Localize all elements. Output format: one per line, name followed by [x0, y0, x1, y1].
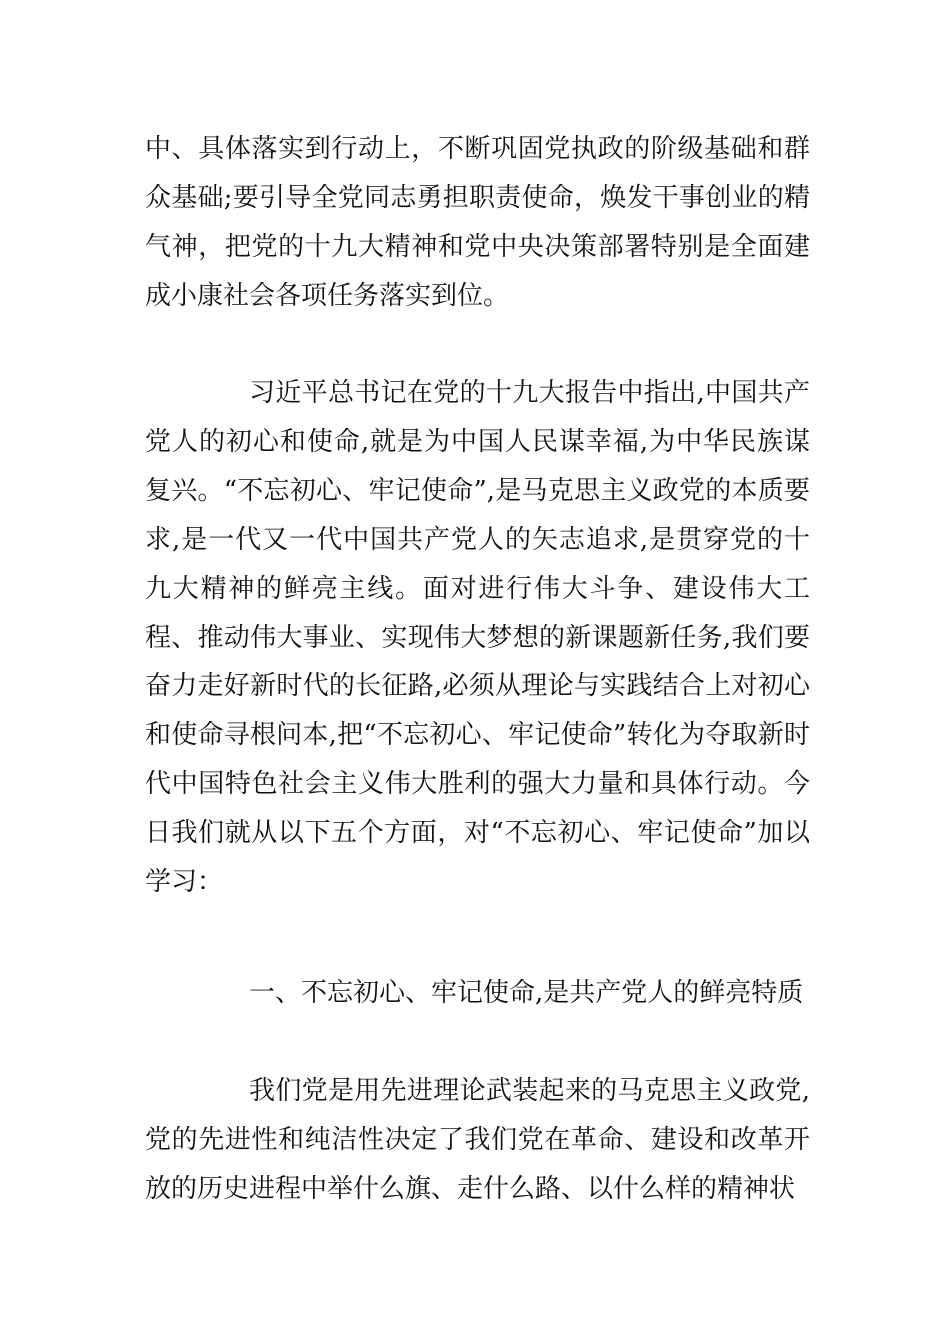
paragraph-intro: 习近平总书记在党的十九大报告中指出,中国共产党人的初心和使命,就是为中国人民谋幸福,为中华民族谋复兴。“不忘初心、牢记使命”,是马克思主义政党的本质要求,是一代又一代中国共产党人的矢志追求,是贯穿党的十九大精神的鲜亮主线。面对进行伟大斗争、建设伟大工程、推动伟大事业、实现伟大梦想的新课题新任务,我们要奋力走好新时代的长征路,必须从理论与实践结合上对初心和使命寻根问本,把“不忘初心、牢记使命”转化为夺取新时代中国特色社会主义伟大胜利的强大力量和具体行动。今日我们就从以下五个方面，对“不忘初心、牢记使命”加以学习：: [145, 378, 810, 898]
paragraph-section-1: 我们党是用先进理论武装起来的马克思主义政党,党的先进性和纯洁性决定了我们党在革命、建设和改革开放的历史进程中举什么旗、走什么路、以什么样的精神状: [145, 1076, 810, 1204]
paragraph-continuation: 中、具体落实到行动上，不断巩固党执政的阶级基础和群众基础;要引导全党同志勇担职责使命，焕发干事创业的精气神，把党的十九大精神和党中央决策部署特别是全面建成小康社会各项任务落实到位。: [145, 134, 810, 311]
section-heading-1: 一、不忘初心、牢记使命,是共产党人的鲜亮特质: [249, 978, 804, 1008]
